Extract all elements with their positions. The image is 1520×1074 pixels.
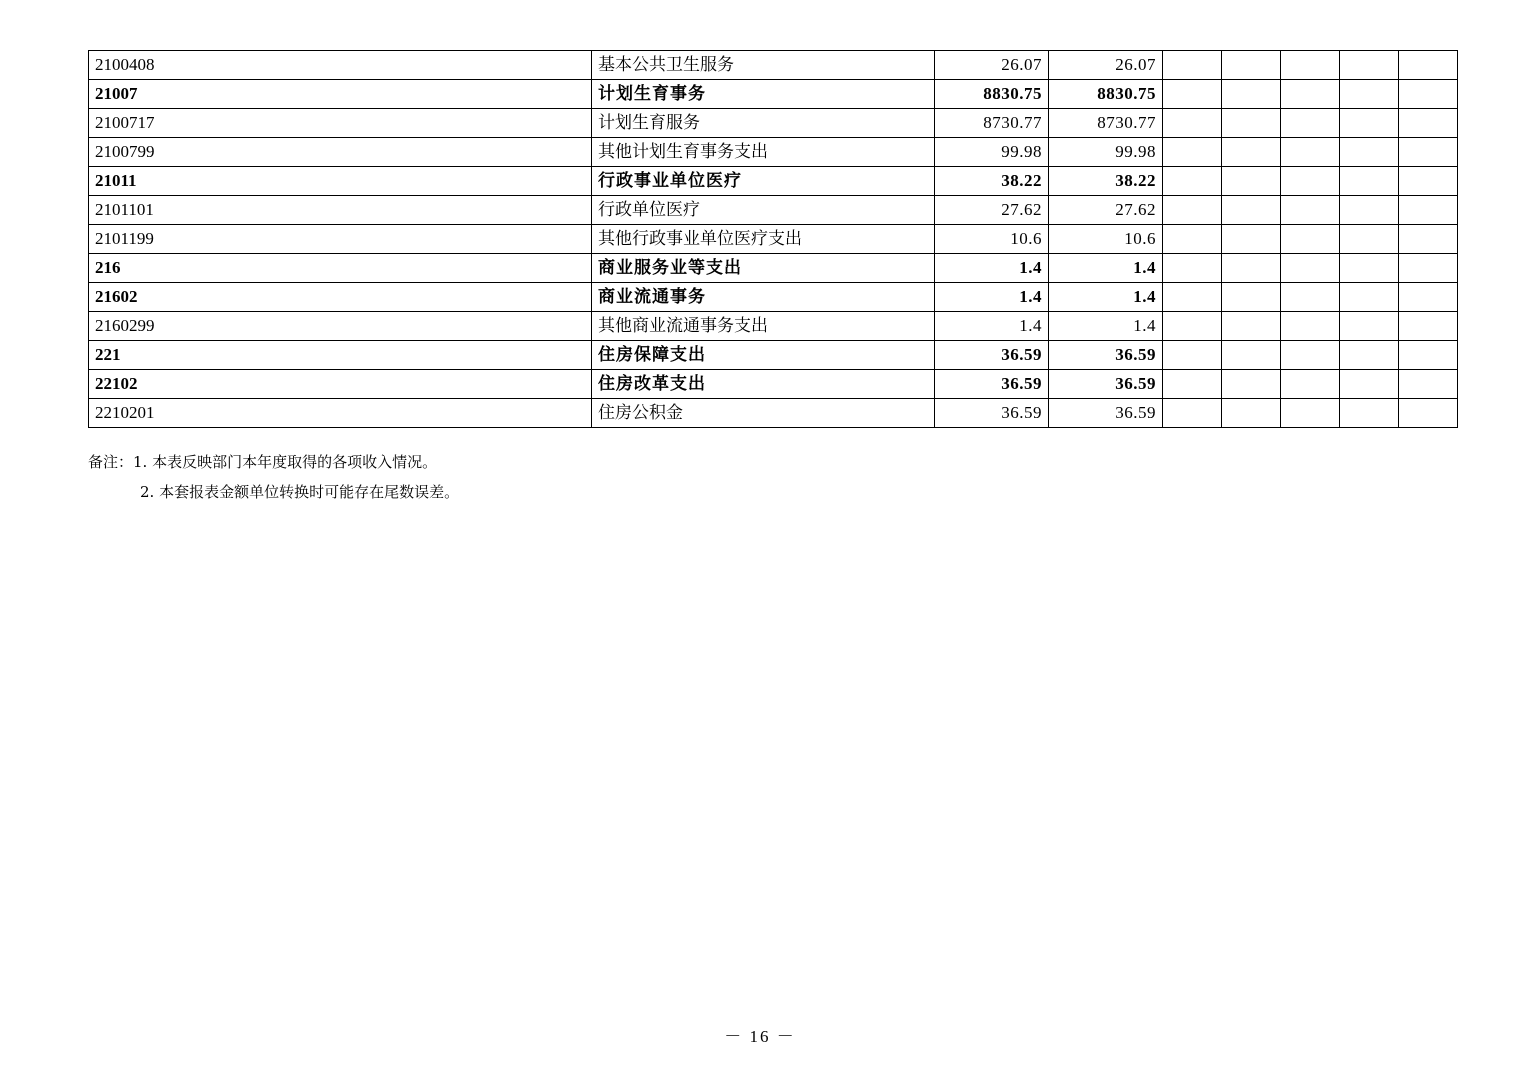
cell-value-basic: 8730.77 <box>1049 109 1163 138</box>
cell-value-total: 1.4 <box>935 254 1049 283</box>
cell-empty <box>1399 399 1458 428</box>
cell-empty <box>1281 254 1340 283</box>
table-row <box>89 254 1458 283</box>
table-row <box>89 283 1458 312</box>
cell-empty <box>1399 138 1458 167</box>
cell-code: 2101101 <box>89 196 592 225</box>
cell-item-name: 计划生育服务 <box>592 109 935 138</box>
cell-code: 21007 <box>89 80 592 109</box>
table-row <box>89 196 1458 225</box>
cell-empty <box>1222 312 1281 341</box>
cell-empty <box>1281 196 1340 225</box>
table-row <box>89 51 1458 80</box>
cell-value-basic: 1.4 <box>1049 283 1163 312</box>
cell-empty <box>1399 80 1458 109</box>
cell-empty <box>1163 167 1222 196</box>
cell-code: 2101199 <box>89 225 592 254</box>
cell-value-basic: 8830.75 <box>1049 80 1163 109</box>
cell-empty <box>1163 109 1222 138</box>
cell-empty <box>1163 80 1222 109</box>
cell-empty <box>1163 254 1222 283</box>
budget-table-container <box>88 50 1432 428</box>
cell-code: 216 <box>89 254 592 283</box>
cell-empty <box>1340 370 1399 399</box>
table-row <box>89 225 1458 254</box>
note-line-2: 2. 本套报表金额单位转换时可能存在尾数误差。 <box>140 483 460 501</box>
cell-value-total: 8730.77 <box>935 109 1049 138</box>
cell-empty <box>1222 138 1281 167</box>
cell-empty <box>1281 341 1340 370</box>
cell-empty <box>1340 225 1399 254</box>
cell-empty <box>1281 370 1340 399</box>
cell-empty <box>1340 399 1399 428</box>
cell-empty <box>1222 254 1281 283</box>
page-number: － 16 － <box>724 1027 796 1046</box>
cell-empty <box>1163 370 1222 399</box>
cell-value-basic: 36.59 <box>1049 399 1163 428</box>
cell-empty <box>1399 196 1458 225</box>
cell-empty <box>1281 225 1340 254</box>
cell-value-basic: 36.59 <box>1049 341 1163 370</box>
table-row <box>89 80 1458 109</box>
cell-empty <box>1163 196 1222 225</box>
budget-table <box>88 50 1458 428</box>
table-row <box>89 399 1458 428</box>
budget-table-body <box>89 51 1458 428</box>
cell-empty <box>1399 370 1458 399</box>
cell-empty <box>1399 341 1458 370</box>
cell-value-total: 99.98 <box>935 138 1049 167</box>
table-row <box>89 341 1458 370</box>
cell-empty <box>1281 312 1340 341</box>
cell-empty <box>1340 51 1399 80</box>
cell-empty <box>1281 51 1340 80</box>
cell-value-basic: 38.22 <box>1049 167 1163 196</box>
cell-empty <box>1340 341 1399 370</box>
cell-code: 21602 <box>89 283 592 312</box>
table-row <box>89 370 1458 399</box>
cell-empty <box>1222 51 1281 80</box>
cell-empty <box>1399 51 1458 80</box>
cell-item-name: 其他商业流通事务支出 <box>592 312 935 341</box>
cell-empty <box>1163 399 1222 428</box>
cell-empty <box>1222 399 1281 428</box>
cell-value-basic: 36.59 <box>1049 370 1163 399</box>
cell-empty <box>1340 283 1399 312</box>
cell-empty <box>1399 283 1458 312</box>
cell-empty <box>1163 312 1222 341</box>
cell-empty <box>1399 167 1458 196</box>
cell-code: 2160299 <box>89 312 592 341</box>
cell-code: 22102 <box>89 370 592 399</box>
cell-item-name: 其他行政事业单位医疗支出 <box>592 225 935 254</box>
note-line-1: 备注：1. 本表反映部门本年度取得的各项收入情况。 <box>88 453 438 471</box>
cell-item-name: 商业流通事务 <box>592 283 935 312</box>
table-row <box>89 312 1458 341</box>
cell-empty <box>1222 196 1281 225</box>
cell-value-basic: 27.62 <box>1049 196 1163 225</box>
cell-empty <box>1399 312 1458 341</box>
cell-value-total: 8830.75 <box>935 80 1049 109</box>
cell-empty <box>1281 399 1340 428</box>
cell-code: 2100717 <box>89 109 592 138</box>
cell-code: 21011 <box>89 167 592 196</box>
cell-value-total: 36.59 <box>935 399 1049 428</box>
cell-item-name: 住房保障支出 <box>592 341 935 370</box>
cell-value-total: 1.4 <box>935 312 1049 341</box>
cell-empty <box>1340 138 1399 167</box>
cell-empty <box>1222 341 1281 370</box>
cell-value-basic: 99.98 <box>1049 138 1163 167</box>
cell-empty <box>1163 283 1222 312</box>
cell-value-basic: 26.07 <box>1049 51 1163 80</box>
cell-code: 221 <box>89 341 592 370</box>
cell-empty <box>1163 225 1222 254</box>
cell-item-name: 住房公积金 <box>592 399 935 428</box>
cell-empty <box>1340 312 1399 341</box>
cell-empty <box>1340 109 1399 138</box>
cell-item-name: 住房改革支出 <box>592 370 935 399</box>
cell-item-name: 行政单位医疗 <box>592 196 935 225</box>
cell-value-total: 1.4 <box>935 283 1049 312</box>
cell-empty <box>1281 80 1340 109</box>
cell-value-total: 27.62 <box>935 196 1049 225</box>
cell-value-total: 38.22 <box>935 167 1049 196</box>
cell-value-basic: 1.4 <box>1049 312 1163 341</box>
cell-empty <box>1399 254 1458 283</box>
cell-empty <box>1163 341 1222 370</box>
cell-empty <box>1399 109 1458 138</box>
cell-empty <box>1222 167 1281 196</box>
cell-empty <box>1281 138 1340 167</box>
cell-value-basic: 10.6 <box>1049 225 1163 254</box>
cell-code: 2100799 <box>89 138 592 167</box>
cell-item-name: 商业服务业等支出 <box>592 254 935 283</box>
cell-empty <box>1281 283 1340 312</box>
cell-item-name: 行政事业单位医疗 <box>592 167 935 196</box>
cell-empty <box>1340 167 1399 196</box>
cell-value-basic: 1.4 <box>1049 254 1163 283</box>
cell-empty <box>1281 109 1340 138</box>
table-row <box>89 109 1458 138</box>
cell-empty <box>1281 167 1340 196</box>
cell-empty <box>1340 196 1399 225</box>
cell-value-total: 36.59 <box>935 370 1049 399</box>
cell-empty <box>1222 370 1281 399</box>
cell-value-total: 26.07 <box>935 51 1049 80</box>
table-row <box>89 167 1458 196</box>
cell-empty <box>1222 225 1281 254</box>
cell-empty <box>1163 51 1222 80</box>
cell-empty <box>1399 225 1458 254</box>
cell-code: 2100408 <box>89 51 592 80</box>
cell-empty <box>1340 254 1399 283</box>
cell-item-name: 其他计划生育事务支出 <box>592 138 935 167</box>
cell-empty <box>1222 283 1281 312</box>
cell-code: 2210201 <box>89 399 592 428</box>
table-row <box>89 138 1458 167</box>
cell-item-name: 计划生育事务 <box>592 80 935 109</box>
cell-empty <box>1222 80 1281 109</box>
cell-value-total: 36.59 <box>935 341 1049 370</box>
cell-item-name: 基本公共卫生服务 <box>592 51 935 80</box>
cell-empty <box>1340 80 1399 109</box>
notes-block <box>88 447 1288 507</box>
cell-empty <box>1163 138 1222 167</box>
cell-empty <box>1222 109 1281 138</box>
cell-value-total: 10.6 <box>935 225 1049 254</box>
